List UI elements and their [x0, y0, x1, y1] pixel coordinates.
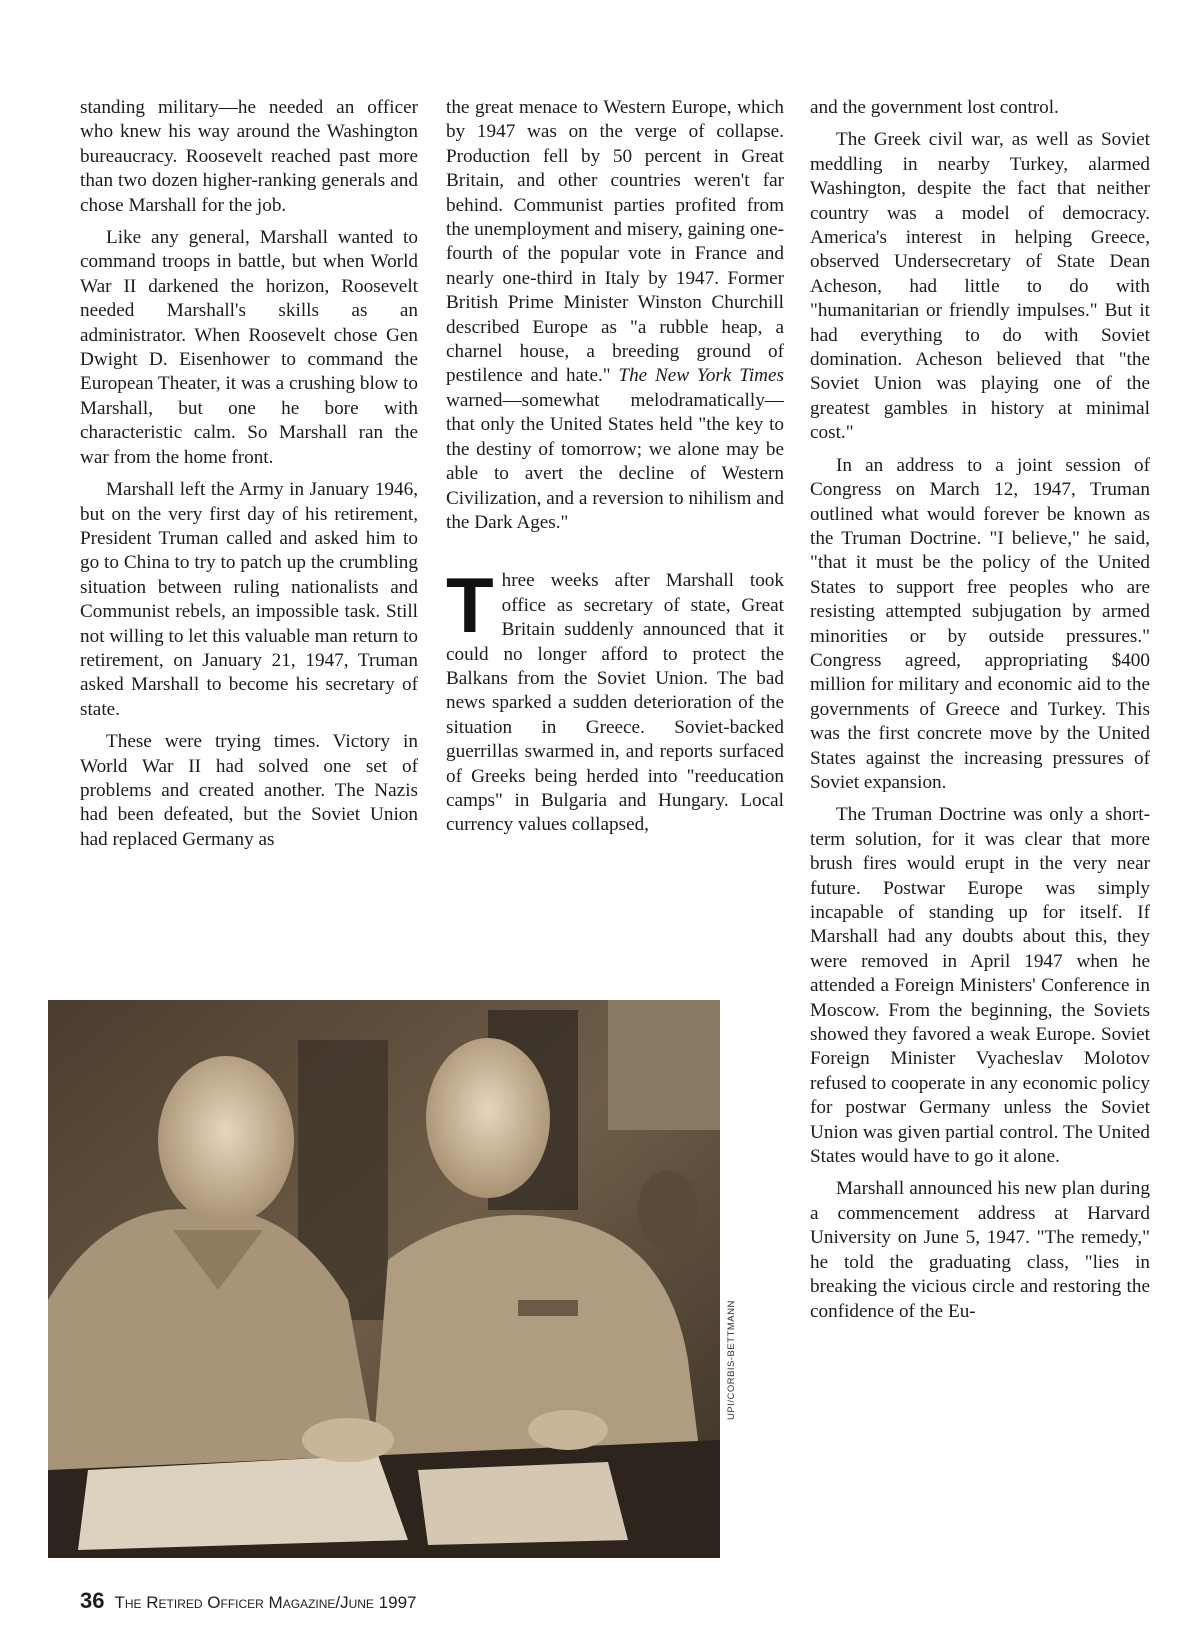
section-start-paragraph [446, 561, 784, 837]
publication-name: The Retired Officer Magazine/June 1997 [114, 1593, 417, 1612]
article-column-2 [446, 96, 784, 846]
page-number: 36 [80, 1588, 105, 1613]
newspaper-title: The New York Times [618, 365, 784, 387]
page-footer [80, 1588, 416, 1614]
paragraph: The Greek civil war, as well as Soviet meddling in nearby Turkey, alarmed Washington, despite the fact that neither country was a model of democracy. America's interest in helping Greece, observed Undersecretary of State Dean Acheson, had little to do with "humanitarian or friendly impulses." But it had everything to do with Soviet domination. Acheson believed that "the Soviet Union was playing one of the greatest gambles in history at minimal cost." [810, 129, 1150, 444]
officer-left-portrait [158, 1056, 294, 1224]
historical-photo [48, 1000, 720, 1558]
paragraph [446, 96, 784, 535]
paragraph-text: hree weeks after Marshall took office as secretary of state, Great Britain suddenly announced that it could no longer afford to protect the Balkans from the Soviet Union. The bad news sparked a sudden deterioration of the situation in Greece. Soviet-backed guerrillas swarmed in, and reports surfaced of Greeks being herded into "reeducation camps" in Bulgaria and Hungary. Local currency values collapsed, [446, 570, 784, 836]
photo-credit: UPI/CORBIS-BETTMANN [726, 1300, 737, 1420]
paragraph: Marshall announced his new plan during a commencement address at Harvard University on June 5, 1947. "The remedy," he told the graduating class, "lies in breaking the vicious circle and restoring the confidence of the Eu- [810, 1178, 1150, 1322]
paragraph: Like any general, Marshall wanted to command troops in battle, but when World War II darkened the horizon, Roosevelt needed Marshall's skills as an administrator. When Roosevelt chose Gen Dwight D. Eisenhower to command the European Theater, it was a crushing blow to Marshall, but one he bore with characteristic calm. So Marshall ran the war from the home front. [80, 227, 418, 468]
paragraph: Marshall left the Army in January 1946, but on the very first day of his retirement, President Truman called and asked him to go to China to try to patch up the crumbling situation between ruling nationalists and Communist rebels, an impossible task. Still not willing to let this valuable man return to retirement, on January 21, 1947, Truman asked Marshall to become his secretary of state. [80, 479, 418, 720]
paragraph-text: the great menace to Western Europe, which by 1947 was on the verge of collapse. Production fell by 50 percent in Great Britain, and other countries weren't far behind. Communist parties profited from the unemployment and misery, gaining one-fourth of the popular vote in France and nearly one-third in Italy by 1947. Former British Prime Minister Winston Churchill described Europe as "a rubble heap, a charnel house, a breeding ground of pestilence and hate." [446, 97, 784, 387]
officer-right-portrait [426, 1038, 550, 1198]
photo-illustration [48, 1000, 720, 1558]
paragraph: The Truman Doctrine was only a short-term solution, for it was clear that more brush fires would erupt in the very near future. Postwar Europe was simply incapable of standing up for itself. If Marshall had any doubts about this, they were removed in April 1947 when he attended a Foreign Ministers' Conference in Moscow. From the beginning, the Soviets showed they favored a weak Europe. Soviet Foreign Minister Vyacheslav Molotov refused to cooperate in any economic policy for postwar Germany unless the Soviet Union was given partial control. The United States would have to go it alone. [810, 804, 1150, 1168]
paragraph: In an address to a joint session of Congress on March 12, 1947, Truman outlined what would forever be known as the Truman Doctrine. "I believe," he said, "that it must be the policy of the United States to support free peoples who are resisting attempted subjugation by armed minorities or by outside pressures." Congress agreed, appropriating $400 million for military and economic aid to the governments of Greece and Turkey. This was the first concrete move by the United States against the increasing pressures of Soviet expansion. [810, 454, 1150, 793]
article-column-3 [810, 96, 1150, 1332]
paragraph: and the government lost control. [810, 97, 1059, 118]
article-column-1 [80, 96, 418, 860]
drop-cap: T [446, 561, 494, 650]
papers [78, 1455, 408, 1550]
paragraph-text: warned—somewhat melodramatically—that only the United States held "the key to the destiny of tomorrow; we alone may be able to avert the decline of Western Civilization, and a reversion to nihilism and the Dark Ages." [446, 389, 784, 533]
paragraph: standing military—he needed an officer who knew his way around the Washington bureaucracy. Roosevelt reached past more than two dozen higher-ranking generals and chose Marshall for the job. [80, 97, 418, 216]
paragraph: These were trying times. Victory in World War II had solved one set of problems and created another. The Nazis had been defeated, but the Soviet Union had replaced Germany as [80, 731, 418, 850]
